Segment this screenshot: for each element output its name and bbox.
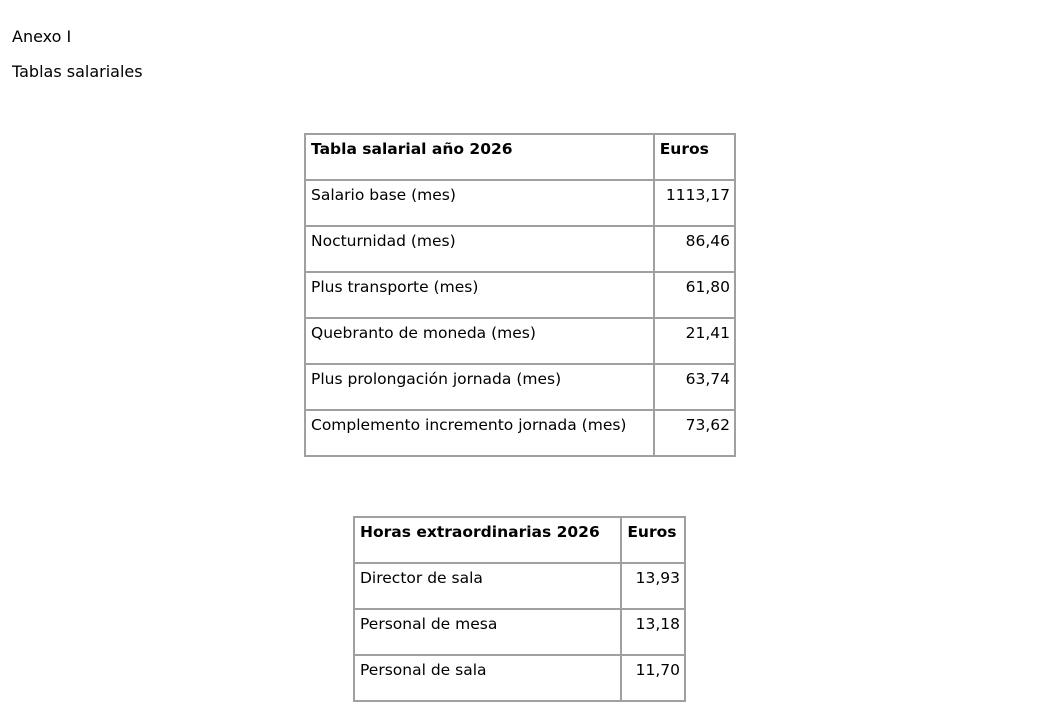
- concept-cell: Nocturnidad (mes): [305, 226, 654, 272]
- amount-cell: 61,80: [654, 272, 735, 318]
- table-row: [305, 226, 735, 272]
- concept-cell: Plus prolongación jornada (mes): [305, 364, 654, 410]
- amount-cell: 1113,17: [654, 180, 735, 226]
- table-row: [354, 655, 685, 701]
- amount-cell: 63,74: [654, 364, 735, 410]
- concept-cell: Plus transporte (mes): [305, 272, 654, 318]
- section-title: Tablas salariales: [12, 62, 143, 81]
- amount-cell: 73,62: [654, 410, 735, 456]
- role-cell: Director de sala: [354, 563, 621, 609]
- concept-cell: Complemento incremento jornada (mes): [305, 410, 654, 456]
- amount-cell: 13,18: [621, 609, 685, 655]
- concept-cell: Quebranto de moneda (mes): [305, 318, 654, 364]
- table-header-row: [354, 517, 685, 563]
- table-row: [305, 364, 735, 410]
- salary-table: [304, 133, 736, 457]
- amount-cell: 21,41: [654, 318, 735, 364]
- header-cell-euros: Euros: [621, 517, 685, 563]
- concept-cell: Salario base (mes): [305, 180, 654, 226]
- role-cell: Personal de sala: [354, 655, 621, 701]
- table-row: [305, 318, 735, 364]
- header-cell-euros: Euros: [654, 134, 735, 180]
- header-cell-concept: Horas extraordinarias 2026: [354, 517, 621, 563]
- role-cell: Personal de mesa: [354, 609, 621, 655]
- table-row: [354, 609, 685, 655]
- table-row: [305, 272, 735, 318]
- amount-cell: 86,46: [654, 226, 735, 272]
- header-cell-concept: Tabla salarial año 2026: [305, 134, 654, 180]
- table-row: [354, 563, 685, 609]
- amount-cell: 13,93: [621, 563, 685, 609]
- table-row: [305, 180, 735, 226]
- table-row: [305, 410, 735, 456]
- annex-title: Anexo I: [12, 27, 72, 46]
- table-header-row: [305, 134, 735, 180]
- overtime-table: [353, 516, 686, 702]
- amount-cell: 11,70: [621, 655, 685, 701]
